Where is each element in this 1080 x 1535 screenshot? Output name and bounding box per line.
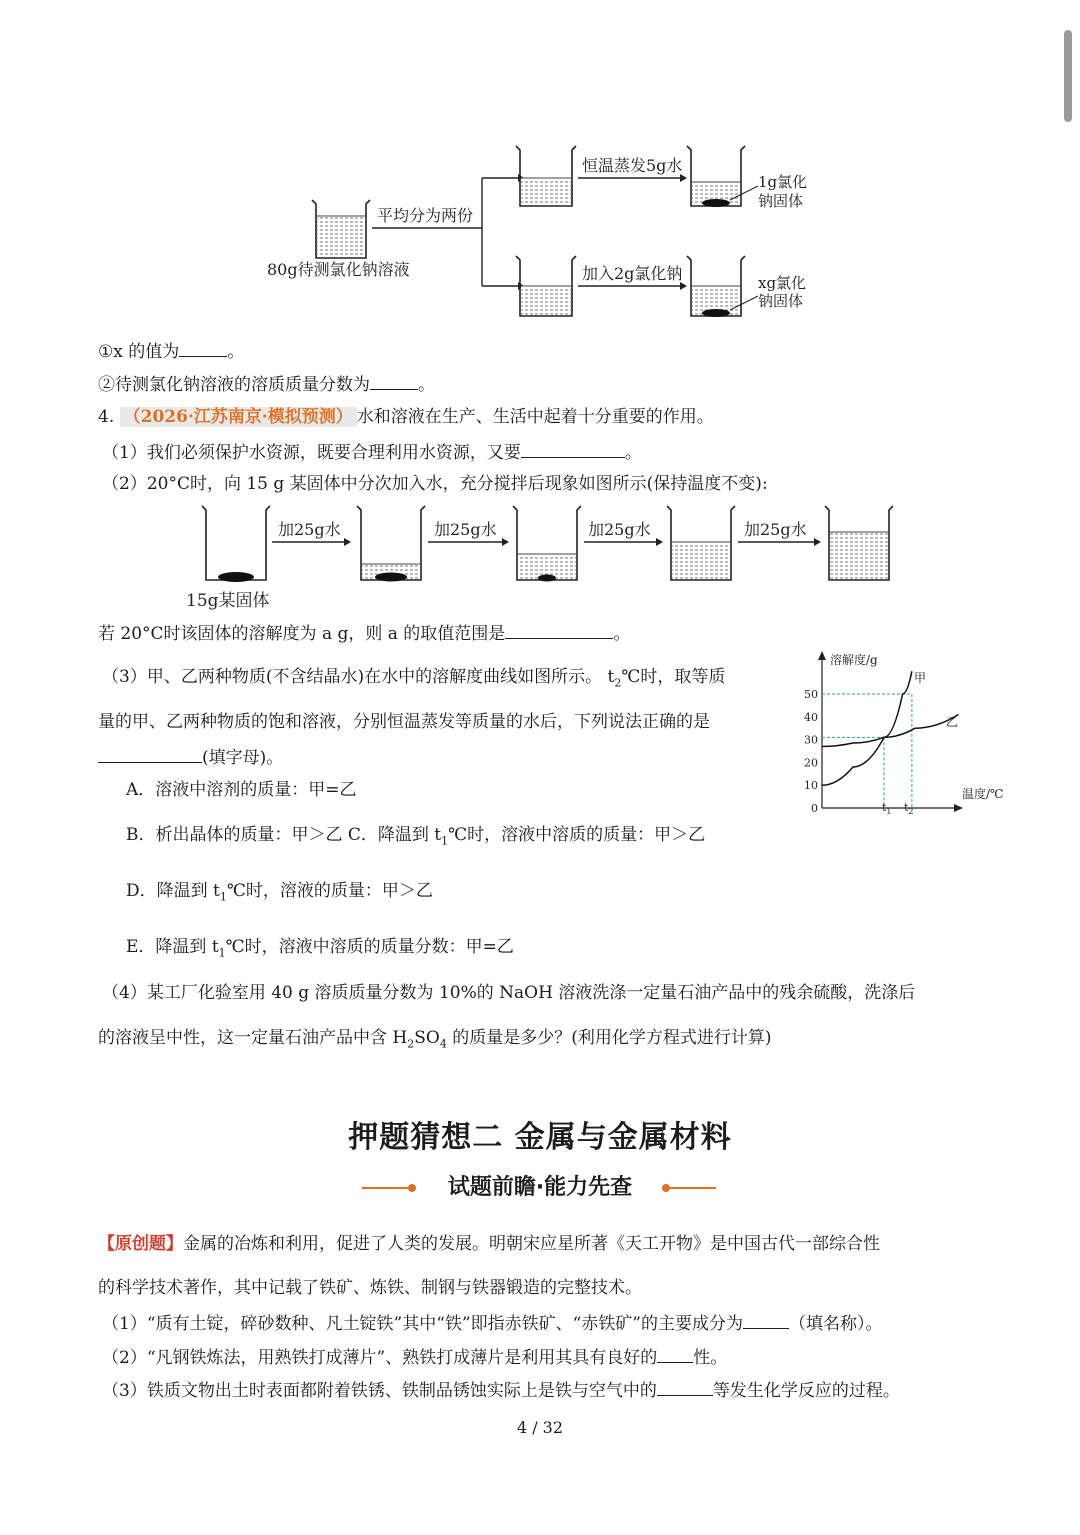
answer-blank[interactable] bbox=[370, 371, 418, 390]
y-tick-label: 40 bbox=[804, 710, 818, 724]
question-5-intro: 【原创题】金属的冶炼和利用，促进了人类的发展。明朝宋应星所著《天工开物》是中国古代一部综合性 bbox=[98, 1234, 880, 1254]
bottom-beaker-1 bbox=[516, 256, 576, 316]
question-4-part-3-line2: 量的甲、乙两种物质的饱和溶液，分别恒温蒸发等质量的水后，下列说法正确的是 bbox=[98, 712, 710, 732]
page-number: 4 / 32 bbox=[516, 1418, 564, 1437]
option-a: A．溶液中溶剂的质量：甲=乙 bbox=[126, 780, 357, 800]
dissolving-series-diagram bbox=[180, 500, 900, 616]
tick-label-t2: $t_2$ bbox=[904, 801, 914, 816]
solubility-chart bbox=[790, 648, 1030, 823]
answer-blank[interactable] bbox=[657, 1344, 693, 1363]
option-b-c: B．析出晶体的质量：甲＞乙 C．降温到 $t_1℃$时，溶液中溶质的质量：甲＞乙 bbox=[126, 825, 706, 848]
nacl-split-diagram bbox=[260, 140, 820, 330]
top-result-line2: 钠固体 bbox=[758, 192, 804, 210]
source-beaker-label: 80g待测氯化钠溶液 bbox=[267, 260, 410, 279]
series-label-yi: 乙 bbox=[946, 715, 959, 729]
tick-label-t1: $t_1$ bbox=[882, 801, 892, 816]
beaker-3 bbox=[513, 506, 581, 582]
top-result-line1: 1g氯化 bbox=[758, 173, 808, 191]
question-5-part-2: （2）“凡钢铁炼法，用熟铁打成薄片”、熟铁打成薄片是利用其具有良好的 性。 bbox=[102, 1344, 727, 1370]
series-label-jia: 甲 bbox=[914, 671, 927, 685]
question-4-part-3-line3: (填字母)。 bbox=[98, 744, 283, 770]
question-4-part-3-line1: （3）甲、乙两种物质(不含结晶水)在水中的溶解度曲线如图所示。 $t_2℃$时，取等质 bbox=[102, 667, 726, 690]
split-label: 平均分为两份 bbox=[377, 206, 474, 225]
question-4-header: 4. （2026·江苏南京·模拟预测） 水和溶液在生产、生活中起着十分重要的作用。 bbox=[98, 407, 714, 427]
arrow-label: 加25g水 bbox=[744, 520, 807, 539]
series-line-jia bbox=[822, 671, 912, 785]
bottom-beaker-2 bbox=[687, 256, 758, 317]
y-tick-label: 10 bbox=[804, 779, 818, 793]
chart-xlabel: 温度/℃ bbox=[962, 787, 1004, 801]
section-subtitle: 试题前瞻·能力先查 bbox=[447, 1175, 633, 1200]
question-5-part-1: （1）“质有土锭，碎砂数种、凡土锭铁”其中“铁”即指赤铁矿、“赤铁矿”的主要成分为 （填名称）。 bbox=[102, 1310, 882, 1336]
option-e: E．降温到 $t_1℃$时，溶液中溶质的质量分数：甲=乙 bbox=[126, 937, 514, 960]
beaker-solid-only bbox=[202, 506, 270, 582]
y-tick-label: 30 bbox=[804, 733, 818, 747]
chart-ylabel: 溶解度/g bbox=[830, 653, 878, 667]
question-4-part-1: （1）我们必须保护水资源，既要合理利用水资源，又要 。 bbox=[102, 439, 642, 465]
source-tag: （2026·江苏南京·模拟预测） bbox=[120, 407, 357, 427]
x-axis-arrow bbox=[954, 804, 963, 812]
question-4-part-2: （2）20°C时，向 15 g 某固体中分次加入水，充分搅拌后现象如图所示(保持温度不变): bbox=[102, 474, 768, 494]
answer-blank[interactable] bbox=[179, 338, 227, 357]
arrow-label: 加25g水 bbox=[278, 520, 341, 539]
question-4-part-4-line1: （4）某工厂化验室用 40 g 溶质质量分数为 10%的 NaOH 溶液洗涤一定量石油产品中的残余硫酸，洗涤后 bbox=[102, 983, 916, 1003]
section-title: 押题猜想二 金属与金属材料 bbox=[348, 1120, 732, 1155]
series-line-yi bbox=[822, 715, 958, 747]
answer-blank[interactable] bbox=[521, 439, 625, 458]
bottom-result-line1: xg氯化 bbox=[758, 274, 807, 292]
y-tick-label: 50 bbox=[804, 688, 818, 701]
beaker-5 bbox=[825, 506, 893, 580]
answer-blank[interactable] bbox=[657, 1377, 713, 1396]
question-4-part-2-range: 若 20°C时该固体的溶解度为 a g，则 a 的取值范围是 。 bbox=[98, 620, 630, 646]
original-question-tag: 【原创题】 bbox=[98, 1234, 183, 1254]
top-beaker-2 bbox=[687, 146, 758, 207]
y-tick-label: 20 bbox=[804, 756, 818, 770]
chart-origin: 0 bbox=[811, 802, 818, 815]
answer-blank[interactable] bbox=[505, 620, 613, 639]
scrollbar-thumb[interactable] bbox=[1064, 30, 1072, 122]
solid-label: 15g某固体 bbox=[186, 591, 270, 611]
arrow-label: 加25g水 bbox=[434, 520, 497, 539]
sub-question-1: ①x 的值为 。 bbox=[98, 338, 244, 364]
top-beaker-1 bbox=[516, 146, 576, 206]
sub-question-2: ②待测氯化钠溶液的溶质质量分数为 。 bbox=[98, 371, 435, 397]
y-axis-arrow bbox=[818, 651, 826, 660]
answer-blank[interactable] bbox=[98, 744, 202, 763]
question-5-part-3: （3）铁质文物出土时表面都附着铁锈、铁制品锈蚀实际上是铁与空气中的 等发生化学反应的过程。 bbox=[102, 1377, 900, 1403]
option-d: D．降温到 $t_1℃$时，溶液的质量：甲＞乙 bbox=[126, 881, 433, 904]
bottom-result-line2: 钠固体 bbox=[758, 292, 804, 310]
arrow-label: 加25g水 bbox=[588, 520, 651, 539]
beaker-2 bbox=[357, 506, 425, 582]
bottom-arrow-label: 加入2g氯化钠 bbox=[582, 264, 683, 283]
top-arrow-label: 恒温蒸发5g水 bbox=[582, 156, 683, 175]
answer-blank[interactable] bbox=[743, 1310, 789, 1329]
source-beaker bbox=[312, 200, 370, 258]
beaker-4 bbox=[667, 506, 735, 580]
question-4-part-4-line2: 的溶液呈中性，这一定量石油产品中含 $H_2SO_4$ 的质量是多少？(利用化学方程式进行计算) bbox=[98, 1028, 772, 1051]
question-5-intro-line2: 的科学技术著作，其中记载了铁矿、炼铁、制钢与铁器锻造的完整技术。 bbox=[98, 1278, 642, 1298]
